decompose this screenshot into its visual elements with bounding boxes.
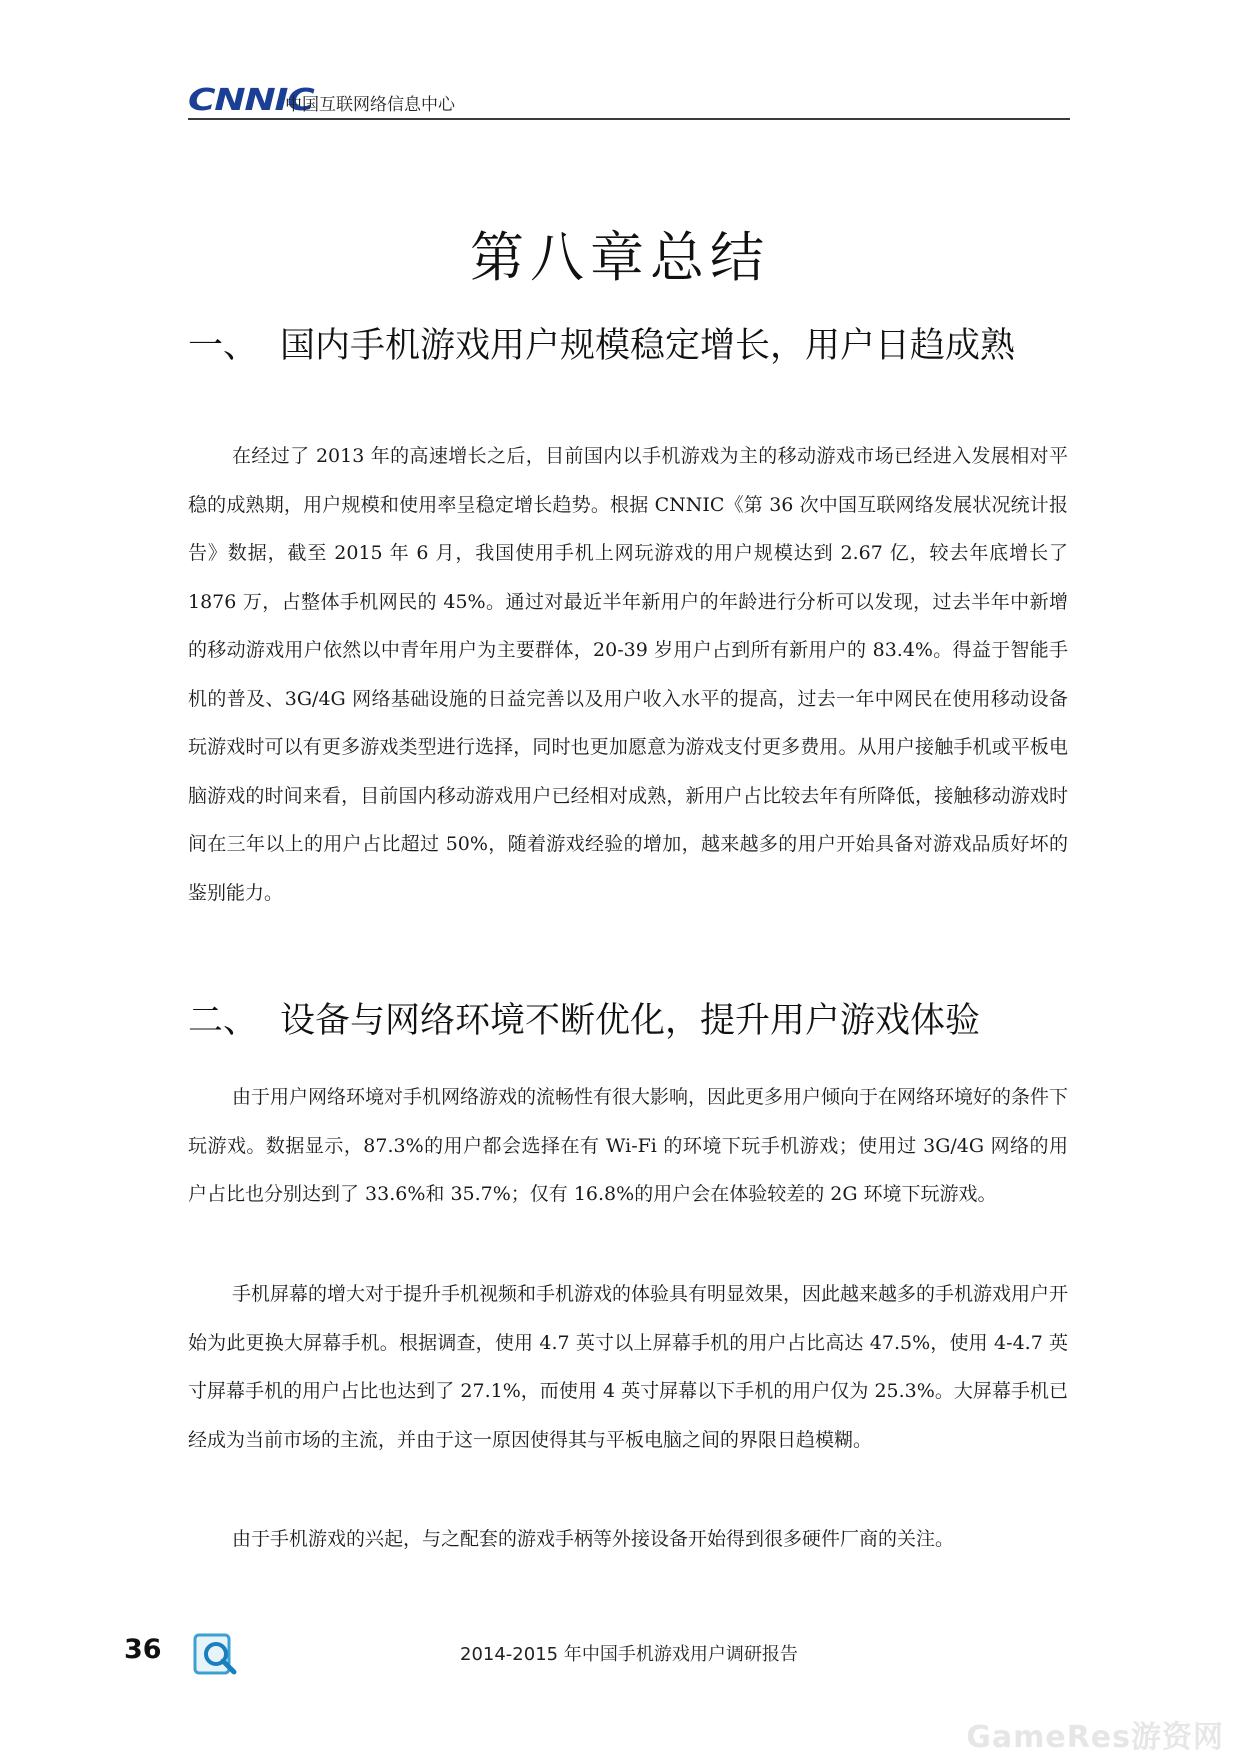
cnnic-logo: CNNIC: [188, 83, 314, 118]
section-title: 设备与网络环境不断优化，提升用户游戏体验: [280, 1001, 981, 1041]
section-heading-1: [188, 318, 1088, 368]
paragraph-network-environment: 由于用户网络环境对手机网络游戏的流畅性有很大影响，因此更多用户倾向于在网络环境好的条件下玩游戏。数据显示，87.3%的用户都会选择在有 Wi-Fi 的环境下玩手机游戏；使用过 3G/4G 网络的用户占比也分别达到了 33.6%和 35.7%；仅有 16.8%的用户会在体验较差的 2G 环境下玩游戏。: [188, 1086, 1069, 1205]
header-org-name: 中国互联网络信息中心: [285, 95, 455, 115]
paragraph-user-scale: 在经过了 2013 年的高速增长之后，目前国内以手机游戏为主的移动游戏市场已经进入发展相对平稳的成熟期，用户规模和使用率呈稳定增长趋势。根据 CNNIC《第 36 次中国互联网络发展状况统计报告》数据，截至 2015 年 6 月，我国使用手机上网玩游戏的用户规模达到 2.67 亿，较去年底增长了 1876 万，占整体手机网民的 45%。通过对最近半年新用户的年龄进行分析可以发现，过去半年中新增的移动游戏用户依然以中青年用户为主要群体，20-39 岁用户占到所有新用户的 83.4%。得益于智能手机的普及、3G/4G 网络基础设施的日益完善以及用户收入水平的提高，过去一年中网民在使用移动设备玩游戏时可以有更多游戏类型进行选择，同时也更加愿意为游戏支付更多费用。从用户接触手机或平板电脑游戏的时间来看，目前国内移动游戏用户已经相对成熟，新用户占比较去年有所降低，接触移动游戏时间在三年以上的用户占比超过 50%，随着游戏经验的增加，越来越多的用户开始具备对游戏品质好坏的鉴别能力。: [188, 445, 1068, 904]
section-heading-2: [188, 993, 1088, 1043]
report-title: 2014-2015 年中国手机游戏用户调研报告: [460, 1644, 798, 1665]
page-number: 36: [124, 1634, 162, 1665]
chapter-title: 第八章总结: [470, 226, 770, 289]
magnifier-document-icon: [192, 1632, 240, 1678]
section-number: 二、: [188, 1001, 259, 1041]
section-title: 国内手机游戏用户规模稳定增长，用户日趋成熟: [280, 326, 1016, 366]
paragraph-screen-size: 手机屏幕的增大对于提升手机视频和手机游戏的体验具有明显效果，因此越来越多的手机游戏用户开始为此更换大屏幕手机。根据调查，使用 4.7 英寸以上屏幕手机的用户占比高达 47.5%，使用 4-4.7 英寸屏幕手机的用户占比也达到了 27.1%，而使用 4 英寸屏幕以下手机的用户仅为 25.3%。大屏幕手机已经成为当前市场的主流，并由于这一原因使得其与平板电脑之间的界限日趋模糊。: [188, 1283, 1069, 1451]
watermark: GameRes游资网: [966, 1720, 1224, 1755]
page-header: [188, 84, 1070, 120]
section-number: 一、: [188, 326, 259, 366]
paragraph-peripherals: 由于手机游戏的兴起，与之配套的游戏手柄等外接设备开始得到很多硬件厂商的关注。: [232, 1528, 955, 1550]
